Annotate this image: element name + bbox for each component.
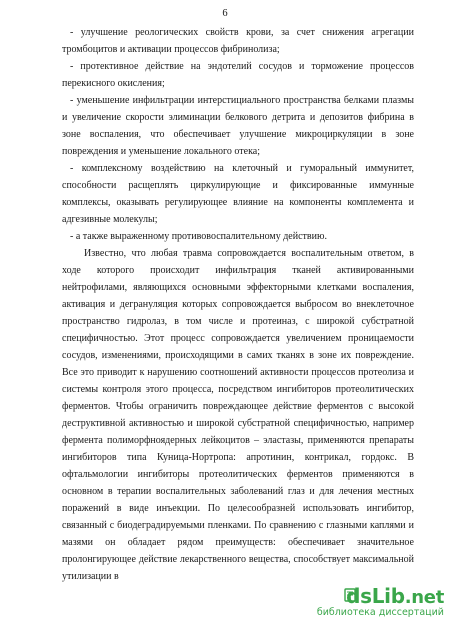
logo-lib: Lib [371,584,405,608]
page-number: 6 [222,8,228,19]
dslib-logo [346,585,444,609]
document-body [62,24,414,585]
bullet-item: - комплексному воздействию на клеточный и гуморальный иммунитет, способности расщеплять циркулирующие и фиксированные иммунные комплексы, оказывать регулирующее влияние на компоненты комплемента и адгезивные молекулы; [62,163,414,225]
bullet-item: - уменьшение инфильтрации интерстициального пространства белками плазмы и увеличение скорости элиминации белкового детрита и депозитов фибрина в зоне воспаления, что обеспечивает улучшение микроциркуляции в зоне повреждения и уменьшение локального отека; [62,95,414,157]
bullet-item: - а также выраженному противовоспалительному действию. [70,231,327,242]
bullet-item: - протективное действие на эндотелий сосудов и торможение процессов перекисного окисления; [62,61,414,89]
logo-ds: ds [346,584,372,608]
dslib-watermark[interactable] [314,585,444,621]
body-paragraph: Известно, что любая травма сопровождается воспалительным ответом, в ходе которого происходит инфильтрация тканей активированными нейтрофилами, являющихся основными эффекторными клетками воспаления, активация и дегрануляция которых сопровождается выбросом во внеклеточное пространство гидролаз, в том числе и протеиназ, с широкой субстратной специфичностью. Этот процесс сопровождается увеличением проницаемости сосудов, изменениями, происходящими в самих тканях в зоне их повреждение. Все это приводит к нарушению соотношений активности процессов протеолиза и системы контроля этого процесса, посредством ингибиторов протеолитических ферментов. Чтобы ограничить повреждающее действие ферментов с высокой деструктивной активностью и широкой субстратной специфичностью, например фермента полиморфноядерных лейкоцитов – эластазы, применяются препараты ингибиторов типа Куница-Нортропа: апротинин, контрикал, гордокс. В офтальмологии ингибиторы протеолитических ферментов применяются в основном в терапии воспалительных заболеваний глаз и для лечения местных поражений в виде инъекции. По целесообразней использовать ингибитор, связанный с биодеградируемыми пленками. По сравнению с глазными каплями и мазями он обладает рядом преимуществ: обеспечивает значительное пролонгирующее действие лекарственного вещества, способствует максимальной утилизации в [62,248,414,582]
logo-net: .net [404,587,444,608]
watermark-caption: библиотека диссертаций [316,607,444,618]
bullet-item: - улучшение реологических свойств крови, за счет снижения агрегации тромбоцитов и активации процессов фибринолиза; [62,27,414,55]
